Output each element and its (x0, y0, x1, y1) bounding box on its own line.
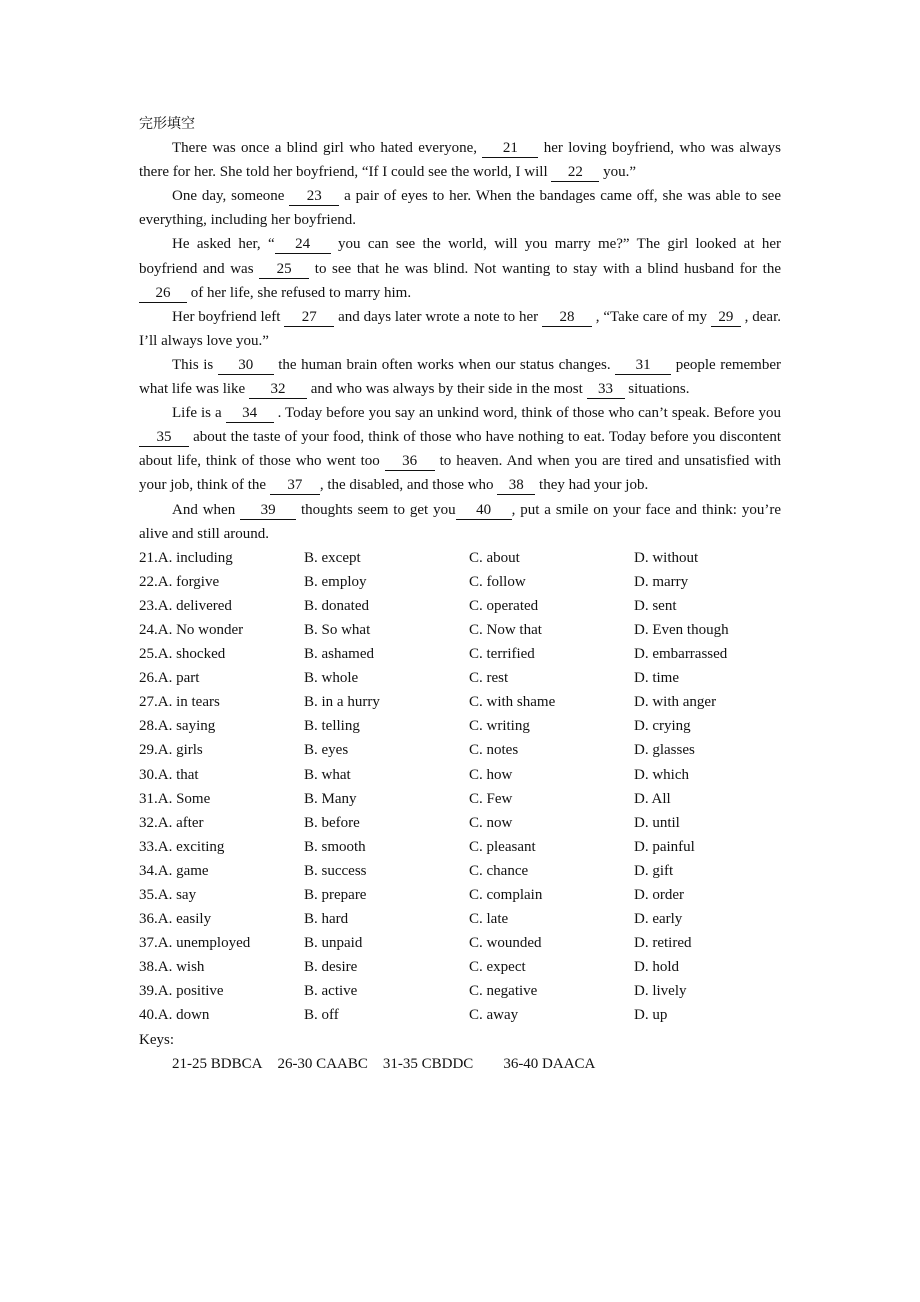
passage-text: . Today before you say an unkind word, think of those who can’t speak. Before you (273, 405, 781, 422)
option-b[interactable]: B. desire (304, 959, 358, 976)
option-b[interactable]: B. hard (304, 911, 349, 928)
option-a[interactable]: 26.A. part (139, 670, 200, 687)
option-d[interactable]: D. early (634, 911, 683, 928)
option-row-27 (139, 690, 781, 714)
option-c[interactable]: C. negative (469, 983, 538, 1000)
option-d[interactable]: D. lively (634, 983, 687, 1000)
passage-text: Life is a (172, 405, 226, 422)
option-c[interactable]: C. Now that (469, 621, 542, 638)
option-row-23 (139, 594, 781, 618)
option-c[interactable]: C. complain (469, 887, 543, 903)
answer-options (139, 546, 781, 1028)
option-d[interactable]: D. which (634, 766, 689, 783)
option-b[interactable]: B. smooth (304, 838, 366, 855)
passage-text: people remember what life was like (139, 356, 782, 398)
passage-text: and days later wrote a note to her (334, 308, 542, 325)
option-row-29 (139, 738, 781, 762)
option-row-24 (139, 618, 781, 642)
document-page (139, 112, 781, 1076)
blank-35[interactable]: 35 (139, 429, 189, 447)
option-b[interactable]: B. before (304, 814, 360, 831)
option-b[interactable]: B. prepare (304, 887, 367, 903)
option-a[interactable]: 30.A. that (139, 766, 199, 783)
blank-40[interactable]: 40 (456, 502, 512, 520)
passage-text: And when (172, 501, 241, 518)
passage-text: of her life, she refused to marry him. (187, 284, 412, 301)
blank-34[interactable]: 34 (226, 405, 274, 423)
option-b[interactable]: B. donated (304, 597, 369, 614)
passage-text: you.” (599, 164, 637, 181)
blank-30[interactable]: 30 (218, 357, 274, 375)
option-b[interactable]: B. what (304, 766, 351, 783)
option-c[interactable]: C. notes (469, 742, 519, 759)
option-b[interactable]: B. active (304, 983, 358, 1000)
option-c[interactable]: C. wounded (469, 935, 542, 952)
passage-text: , dear. I’ll always love you.” (139, 308, 781, 349)
option-d[interactable]: D. up (634, 1007, 668, 1024)
option-a[interactable]: 34.A. game (139, 862, 209, 879)
passage-text: , the disabled, and those who (319, 477, 498, 494)
option-a[interactable]: 22.A. forgive (139, 573, 220, 590)
passage-text: thoughts seem to get you (296, 501, 456, 518)
passage-text: , put a smile on your face and think: you’re alive and still around. (139, 501, 781, 542)
passage-text: about the taste of your food, think of those who have nothing to eat. Today before you discontent about life, think of those who went too (139, 429, 781, 470)
passage-text: they had your job. (535, 477, 649, 494)
blank-37[interactable]: 37 (270, 477, 320, 495)
option-d[interactable]: D. order (634, 887, 684, 903)
option-c[interactable]: C. with shame (469, 694, 556, 711)
option-b[interactable]: B. except (304, 549, 361, 566)
blank-22[interactable]: 22 (551, 164, 599, 182)
blank-24[interactable]: 24 (275, 236, 331, 254)
option-row-32 (139, 811, 781, 835)
passage-text: One day, someone (172, 188, 290, 205)
passage-text: He asked her, “ (172, 236, 275, 253)
option-d[interactable]: D. All (634, 790, 671, 807)
option-a[interactable]: 37.A. unemployed (139, 935, 251, 952)
option-a[interactable]: 35.A. say (139, 887, 197, 903)
blank-29[interactable]: 29 (711, 309, 741, 327)
option-c[interactable]: C. Few (469, 790, 513, 807)
option-b[interactable]: B. telling (304, 718, 360, 735)
passage-text: and who was always by their side in the most (306, 381, 587, 398)
option-c[interactable]: C. pleasant (469, 838, 536, 855)
option-c[interactable]: C. terrified (469, 646, 535, 663)
option-b[interactable]: B. eyes (304, 742, 349, 759)
passage-paragraph-3 (139, 232, 781, 304)
answer-key-group: 26-30 CAABC (277, 1055, 368, 1072)
passage-text: situations. (624, 381, 690, 398)
option-row-40 (139, 1003, 781, 1027)
blank-25[interactable]: 25 (259, 261, 309, 279)
passage-paragraph-4 (139, 305, 781, 353)
blank-23[interactable]: 23 (289, 188, 339, 206)
option-row-25 (139, 642, 781, 666)
section-title: 完形填空 (139, 116, 195, 132)
option-b[interactable]: B. So what (304, 621, 371, 638)
option-b[interactable]: B. employ (304, 573, 367, 590)
blank-36[interactable]: 36 (385, 453, 435, 471)
option-d[interactable]: D. gift (634, 862, 674, 879)
passage-paragraph-1 (139, 136, 781, 184)
option-a[interactable]: 27.A. in tears (139, 694, 220, 711)
option-b[interactable]: B. success (304, 862, 367, 879)
option-a[interactable]: 25.A. shocked (139, 646, 226, 663)
option-row-36 (139, 907, 781, 931)
option-c[interactable]: C. away (469, 1007, 519, 1024)
passage-text: a pair of eyes to her. When the bandages came off, she was able to see everything, including her boyfriend. (139, 188, 781, 229)
option-row-31 (139, 787, 781, 811)
option-c[interactable]: C. rest (469, 670, 509, 687)
option-d[interactable]: D. retired (634, 935, 692, 952)
option-d[interactable]: D. until (634, 814, 680, 831)
option-b[interactable]: B. ashamed (304, 646, 374, 663)
blank-21[interactable]: 21 (482, 140, 538, 158)
option-d[interactable]: D. painful (634, 838, 695, 855)
option-a[interactable]: 38.A. wish (139, 959, 205, 976)
option-d[interactable]: D. sent (634, 597, 677, 614)
option-b[interactable]: B. unpaid (304, 935, 363, 952)
blank-38[interactable]: 38 (497, 477, 535, 495)
option-c[interactable]: C. expect (469, 959, 526, 976)
option-b[interactable]: B. Many (304, 790, 357, 807)
option-a[interactable]: 29.A. girls (139, 742, 203, 759)
option-a[interactable]: 33.A. exciting (139, 838, 225, 855)
option-c[interactable]: C. late (469, 911, 509, 928)
option-d[interactable]: D. time (634, 670, 679, 687)
option-d[interactable]: D. without (634, 549, 699, 566)
option-row-21 (139, 546, 781, 570)
blank-33[interactable]: 33 (587, 381, 625, 399)
option-a[interactable]: 31.A. Some (139, 790, 211, 807)
option-row-35 (139, 883, 781, 907)
passage-text: you can see the world, will you marry me?” The girl looked at her boyfriend and was (139, 236, 781, 277)
passage-text: to heaven. And when you are tired and unsatisfied with your job, think of the (139, 453, 781, 494)
option-c[interactable]: C. now (469, 814, 513, 831)
option-row-33 (139, 835, 781, 859)
option-c[interactable]: C. chance (469, 862, 529, 879)
option-a[interactable]: 23.A. delivered (139, 597, 232, 614)
blank-39[interactable]: 39 (240, 502, 296, 520)
passage-paragraph-2 (139, 184, 781, 232)
passage-text: to see that he was blind. Not wanting to stay with a blind husband for the (309, 260, 781, 277)
option-c[interactable]: C. follow (469, 573, 526, 590)
option-d[interactable]: D. crying (634, 718, 691, 735)
option-a[interactable]: 21.A. including (139, 549, 233, 566)
option-row-28 (139, 714, 781, 738)
answer-key-group: 36-40 DAACA (503, 1055, 596, 1072)
option-row-22 (139, 570, 781, 594)
option-d[interactable]: D. Even though (634, 621, 729, 638)
option-b[interactable]: B. off (304, 1007, 339, 1024)
option-a[interactable]: 24.A. No wonder (139, 621, 244, 638)
blank-32[interactable]: 32 (249, 381, 307, 399)
option-a[interactable]: 28.A. saying (139, 718, 216, 735)
option-row-34 (139, 859, 781, 883)
answer-key-group: 31-35 CBDDC (382, 1055, 474, 1072)
passage-text: This is (172, 356, 218, 373)
keys-label: Keys: (139, 1031, 174, 1048)
passage-text: Her boyfriend left (172, 308, 285, 325)
option-c[interactable]: C. how (469, 766, 513, 783)
answer-keys (139, 1052, 781, 1076)
option-d[interactable]: D. marry (634, 573, 689, 590)
passage-text: There was once a blind girl who hated everyone, (172, 140, 483, 157)
option-d[interactable]: D. glasses (634, 742, 695, 759)
passage-text: , “Take care of my (591, 308, 711, 325)
option-row-38 (139, 955, 781, 979)
option-d[interactable]: D. hold (634, 959, 679, 976)
passage-paragraph-5 (139, 353, 781, 401)
option-a[interactable]: 40.A. down (139, 1007, 210, 1024)
passage-text: her loving boyfriend, who was always there for her. She told her boyfriend, “If I could see the world, I will (139, 140, 781, 181)
option-row-37 (139, 931, 781, 955)
passage-paragraph-6 (139, 401, 781, 497)
passage-paragraph-7 (139, 498, 781, 546)
blank-26[interactable]: 26 (139, 285, 187, 303)
option-b[interactable]: B. in a hurry (304, 694, 380, 711)
blank-27[interactable]: 27 (284, 309, 334, 327)
option-a[interactable]: 36.A. easily (139, 911, 212, 928)
blank-28[interactable]: 28 (542, 309, 592, 327)
option-row-26 (139, 666, 781, 690)
answer-key-group: 21-25 BDBCA (172, 1055, 263, 1072)
option-a[interactable]: 39.A. positive (139, 983, 224, 1000)
option-c[interactable]: C. writing (469, 718, 530, 735)
option-c[interactable]: C. about (469, 549, 520, 566)
blank-31[interactable]: 31 (615, 357, 671, 375)
option-a[interactable]: 32.A. after (139, 814, 204, 831)
option-d[interactable]: D. with anger (634, 694, 717, 711)
option-c[interactable]: C. operated (469, 597, 539, 614)
option-row-39 (139, 979, 781, 1003)
passage-text: the human brain often works when our status changes. (273, 356, 616, 373)
option-b[interactable]: B. whole (304, 670, 359, 687)
option-row-30 (139, 763, 781, 787)
option-d[interactable]: D. embarrassed (634, 646, 728, 663)
